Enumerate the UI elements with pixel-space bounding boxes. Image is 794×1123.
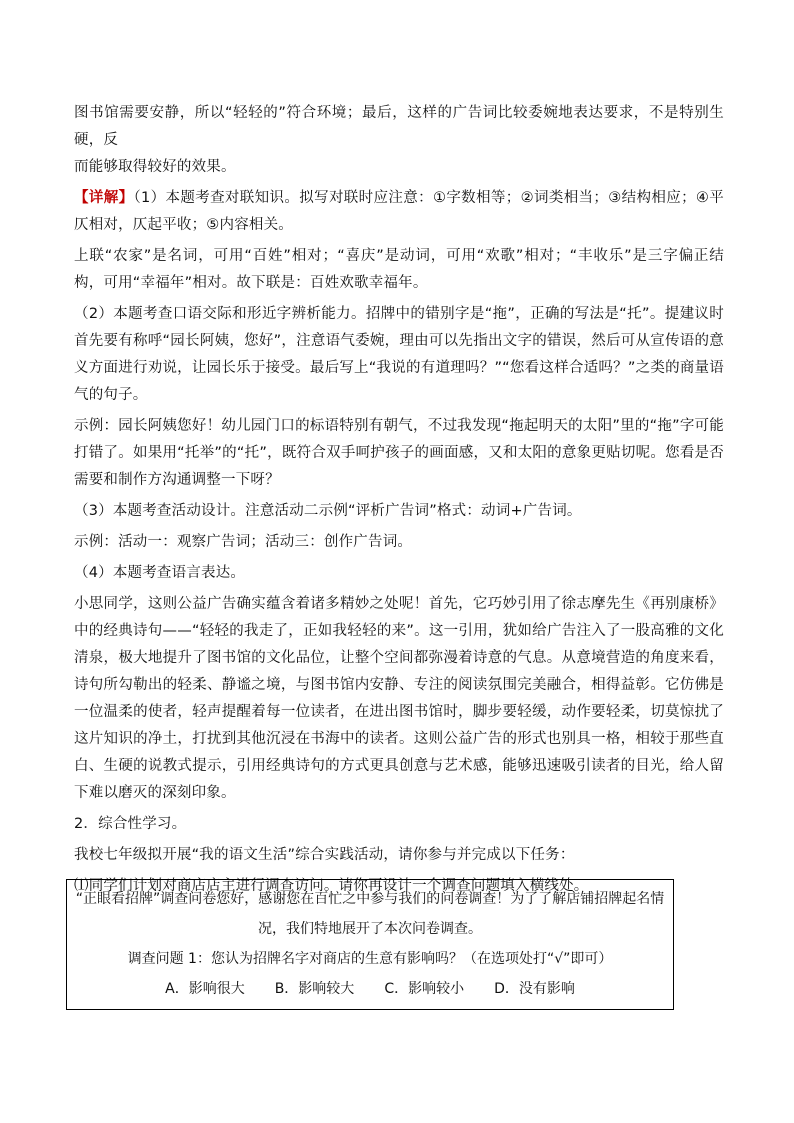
detail-label: 【详解】 <box>74 190 134 206</box>
survey-option-b: B．影响较大 <box>274 981 355 997</box>
survey-intro-line-1: “正眼看招牌”调查问卷您好，感谢您在百忙之中参与我们的问卷调查！为了了解店铺招牌起名情 <box>75 891 665 907</box>
detail-text: （1）本题考查对联知识。拟写对联时应注意：①字数相等；②词类相当；③结构相应；④平仄相对，仄起平收；⑤内容相关。 <box>74 190 724 233</box>
survey-option-c: C．影响较小 <box>384 981 465 997</box>
intro-line-2: 而能够取得较好的效果。 <box>74 159 236 175</box>
q4-answer: 小思同学，这则公益广告确实蕴含着诸多精妙之处呢！首先，它巧妙引用了徐志摩先生《再别康桥》中的经典诗句——“轻轻的我走了，正如我轻轻的来”。这一引用，犹如给广告注入了一股高雅的文化清泉，极大地提升了图书馆的文化品位，让整个空间都弥漫着诗意的气息。从意境营造的角度来看，诗句所勾勒出的轻柔、静谧之境，与图书馆内安静、专注的阅读氛围完美融合，相得益彰。它仿佛是一位温柔的使者，轻声提醒着每一位读者，在进出图书馆时，脚步要轻缓，动作要轻柔，切莫惊扰了这片知识的净土，打扰到其他沉浸在书海中的读者。这则公益广告的形式也别具一格，相较于那些直白、生硬的说教式提示，引用经典诗句的方式更具创意与艺术感，能够迅速吸引读者的目光，给人留下难以磨灭的深刻印象。 <box>74 596 724 801</box>
q2-example: 示例：园长阿姨您好！幼儿园门口的标语特别有朝气，不过我发现“拖起明天的太阳”里的“拖”字可能打错了。如果用“托举”的“托”，既符合双手呵护孩子的画面感，又和太阳的意象更贴切呢。您看是否需要和制作方沟通调整一下呀？ <box>74 418 724 488</box>
survey-options <box>67 974 673 1004</box>
survey-intro-line-2: 况，我们特地展开了本次问卷调查。 <box>258 921 482 937</box>
section-2-intro: 我校七年级拟开展“我的语文生活”综合实践活动，请你参与并完成以下任务： <box>74 847 575 863</box>
survey-option-d: D．没有影响 <box>494 981 575 997</box>
q3-explanation: （3）本题考查活动设计。注意活动二示例“评析广告词”格式：动词+广告词。 <box>74 503 582 519</box>
survey-option-a: A．影响很大 <box>165 981 245 997</box>
detail-paragraph <box>74 185 724 239</box>
q1-explanation: 上联“农家”是名词，可用“百姓”相对；“喜庆”是动词，可用“欢歌”相对；“丰收乐”是三字偏正结构，可用“幸福年”相对。故下联是：百姓欢歌幸福年。 <box>74 248 724 291</box>
section-2-title: 2．综合性学习。 <box>74 816 187 832</box>
section-2-task-1: ⑴同学们计划对商店店主进行调查访问。请你再设计一个调查问题填入横线处。 <box>74 878 589 894</box>
intro-line-1: 图书馆需要安静，所以“轻轻的”符合环境；最后，这样的广告词比较委婉地表达要求，不是特别生硬，反 <box>74 105 724 148</box>
survey-box <box>66 879 674 1010</box>
q3-example: 示例：活动一：观察广告词；活动三：创作广告词。 <box>74 534 413 550</box>
q4-explanation: （4）本题考查语言表达。 <box>74 565 246 581</box>
answer-document <box>74 100 724 900</box>
survey-question: 调查问题 1：您认为招牌名字对商店的生意有影响吗？（在选项处打“√”即可） <box>127 951 613 967</box>
q2-explanation: （2）本题考查口语交际和形近字辨析能力。招牌中的错别字是“拖”，正确的写法是“托”。提建议时首先要有称呼“园长阿姨，您好”，注意语气委婉，理由可以先指出文字的错误，然后可从宣传语的意义方面进行劝说，让园长乐于接受。最后写上“我说的有道理吗？”“您看这样合适吗？”之类的商量语气的句子。 <box>74 306 724 403</box>
